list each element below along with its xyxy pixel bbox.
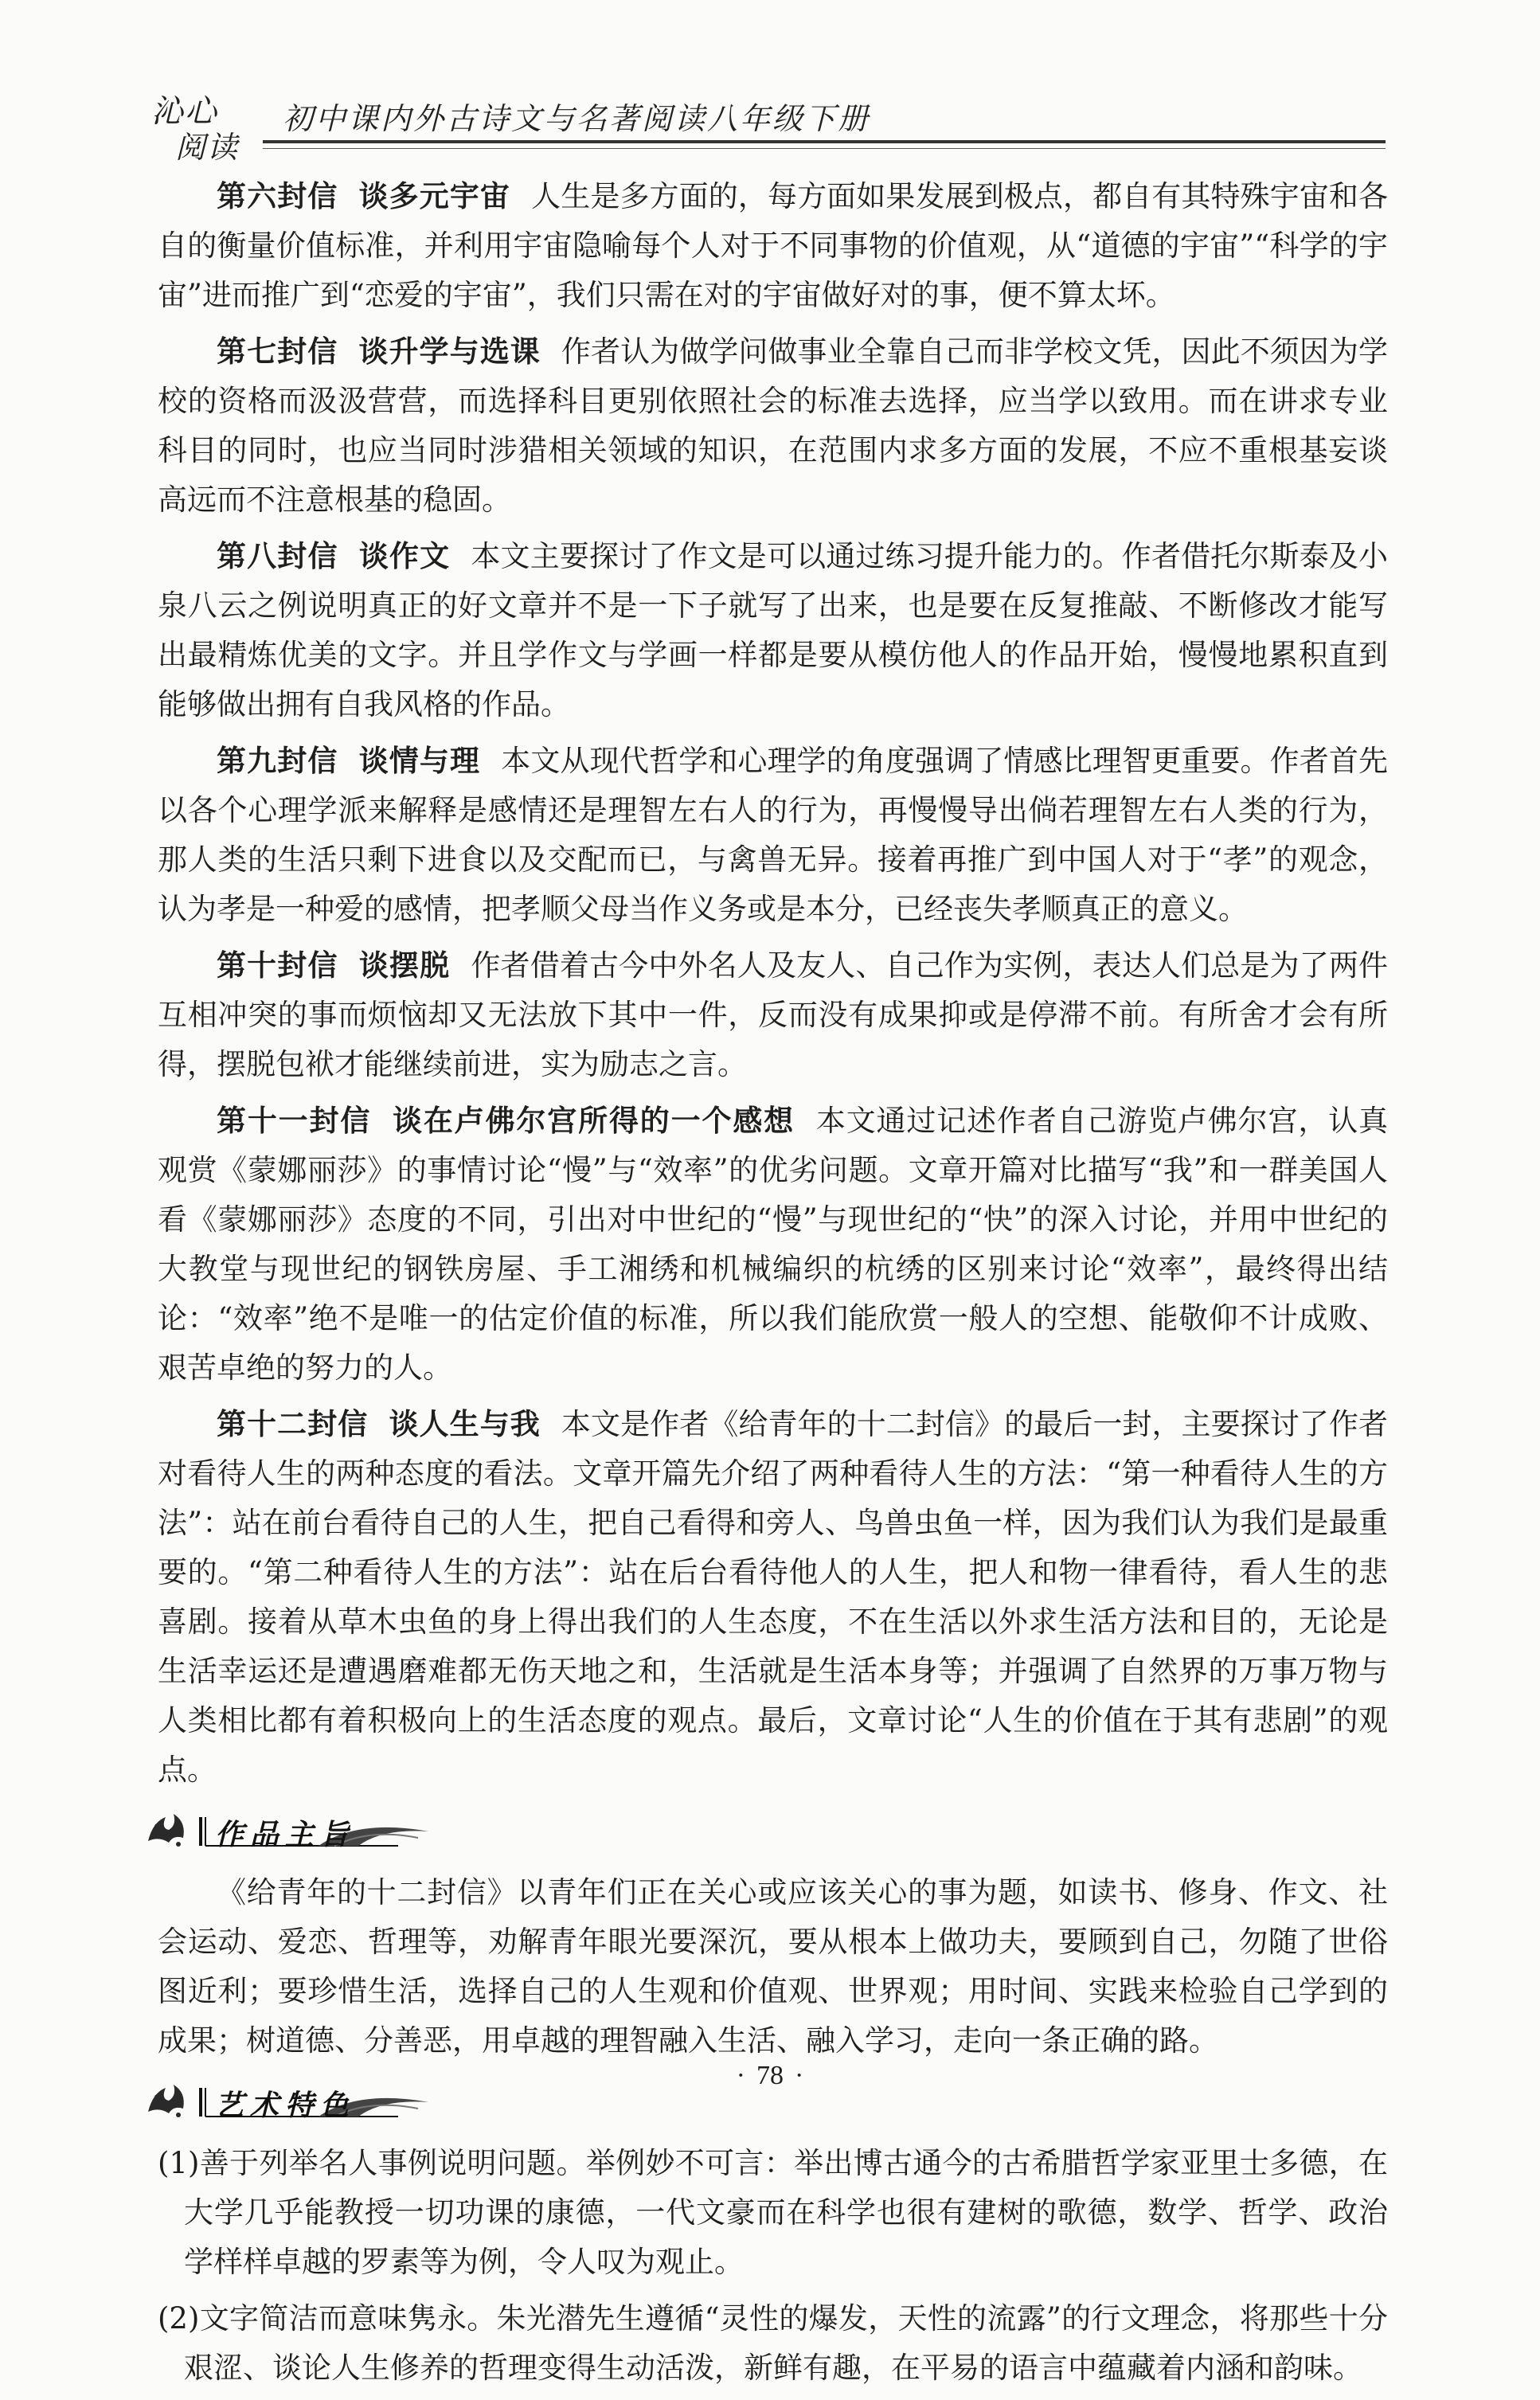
letter-summary-6: 第六封信 谈多元宇宙 人生是多方面的，每方面如果发展到极点，都自有其特殊宇宙和各自的衡量价值标准，并利用宇宙隐喻每个人对于不同事物的价值观，从“道德的宇宙”“科学的宇宙”进而推广到“恋爱的宇宙”，我们只需在对的宇宙做好对的事，便不算太坏。 [158,179,1389,312]
letter-heading: 第八封信 谈作文 [217,539,451,573]
page-number: · 78 · [736,2061,804,2090]
book-title: 初中课内外古诗文与名著阅读八年级下册 [283,101,871,136]
logo-line-1: 沁心 [151,93,218,130]
section-label: 作品主旨 [215,1819,356,1851]
letter-heading: 第六封信 谈多元宇宙 [217,179,511,213]
letter-heading: 第十一封信 谈在卢佛尔宫所得的一个感想 [217,1104,795,1138]
letter-heading: 第七封信 谈升学与选课 [217,334,541,369]
art-feature-item: (2)文字简洁而意味隽永。朱光潜先生遵循“灵性的爆发，天性的流露”的行文理念，将那些十分艰涩、谈论人生修养的哲理变得生动活泼，新鲜有趣，在平易的语言中蕴藏着内涵和韵味。 [158,2301,1388,2385]
ornament-icon [142,1806,191,1851]
letter-summary-7: 第七封信 谈升学与选课 作者认为做学问做事业全靠自己而非学校文凭，因此不须因为学校的资格而汲汲营营，而选择科目更别依照社会的标准去选择，应当学以致用。而在讲求专业科目的同时，也应当同时涉猎相关领域的知识，在范围内求多方面的发展，不应不重根基妄谈高远而不注意根基的稳固。 [158,334,1389,517]
letter-summary-8: 第八封信 谈作文 本文主要探讨了作文是可以通过练习提升能力的。作者借托尔斯泰及小泉八云之例说明真正的好文章并不是一下子就写了出来，也是要在反复推敲、不断修改才能写出最精炼优美的文字。并且学作文与学画一样都是要从模仿他人的作品开始，慢慢地累积直到能够做出拥有自我风格的作品。 [158,539,1389,721]
letter-summary-11: 第十一封信 谈在卢佛尔宫所得的一个感想 本文通过记述作者自己游览卢佛尔宫，认真观赏《蒙娜丽莎》的事情讨论“慢”与“效率”的优劣问题。文章开篇对比描写“我”和一群美国人看《蒙娜丽莎》态度的不同，引出对中世纪的“慢”与现世纪的“快”的深入讨论，并用中世纪的大教堂与现世纪的钢铁房屋、手工湘绣和机械编织的杭绣的区别来讨论“效率”，最终得出结论：“效率”绝不是唯一的估定价值的标准，所以我们能欣赏一般人的空想、能敬仰不计成败、艰苦卓绝的努力的人。 [158,1104,1389,1385]
letter-summary-12: 第十二封信 谈人生与我 本文是作者《给青年的十二封信》的最后一封，主要探讨了作者对看待人生的两种态度的看法。文章开篇先介绍了两种看待人生的方法：“第一种看待人生的方法”：站在前台看待自己的人生，把自己看得和旁人、鸟兽虫鱼一样，因为我们认为我们是最重要的。“第二种看待人生的方法”：站在后台看待他人的人生，把人和物一律看待，看人生的悲喜剧。接着从草木虫鱼的身上得出我们的人生态度，不在生活以外求生活方法和目的，无论是生活幸运还是遭遇磨难都无伤天地之和，生活就是生活本身等；并强调了自然界的万事万物与人类相比都有着积极向上的生活态度的观点。最后，文章讨论“人生的价值在于其有悲剧”的观点。 [158,1407,1389,1787]
theme-paragraph: 《给青年的十二封信》以青年们正在关心或应该关心的事为题，如读书、修身、作文、社会运动、爱恋、哲理等，劝解青年眼光要深沉，要从根本上做功夫，要顾到自己，勿随了世俗图近利；要珍惜生活，选择自己的人生观和价值观、世界观；用时间、实践来检验自己学到的成果；树道德、分善恶，用卓越的理智融入生活、融入学习，走向一条正确的路。 [158,1875,1388,2058]
section-heading-theme [158,1806,1388,1855]
section-label: 艺术特色 [215,2089,356,2122]
series-logo [143,86,263,165]
letter-heading: 第九封信 谈情与理 [217,744,481,778]
letter-heading: 第十封信 谈摆脱 [217,948,451,983]
letter-summary-9: 第九封信 谈情与理 本文从现代哲学和心理学的角度强调了情感比理智更重要。作者首先以各个心理学派来解释是感情还是理智左右人的行为，再慢慢导出倘若理智左右人类的行为，那人类的生活只剩下进食以及交配而已，与禽兽无异。接着再推广到中国人对于“孝”的观念，认为孝是一种爱的感情，把孝顺父母当作义务或是本分，已经丧失孝顺真正的意义。 [158,744,1389,926]
logo-line-2: 阅读 [175,130,240,165]
art-feature-item: (1)善于列举名人事例说明问题。举例妙不可言：举出博古通今的古希腊哲学家亚里士多德，在大学几乎能教授一切功课的康德，一代文豪而在科学也很有建树的歌德，数学、哲学、政治学样样卓越的罗素等为例，令人叹为观止。 [158,2146,1388,2279]
header-rule-thin [263,148,1386,149]
letter-heading: 第十二封信 谈人生与我 [217,1407,541,1441]
letter-summary-10: 第十封信 谈摆脱 作者借着古今中外名人及友人、自己作为实例，表达人们总是为了两件互相冲突的事而烦恼却又无法放下其中一件，反而没有成果抑或是停滞不前。有所舍才会有所得，摆脱包袱才能继续前进，实为励志之言。 [158,948,1389,1081]
header-rule-thick [263,140,1386,143]
page-header [143,86,1386,166]
